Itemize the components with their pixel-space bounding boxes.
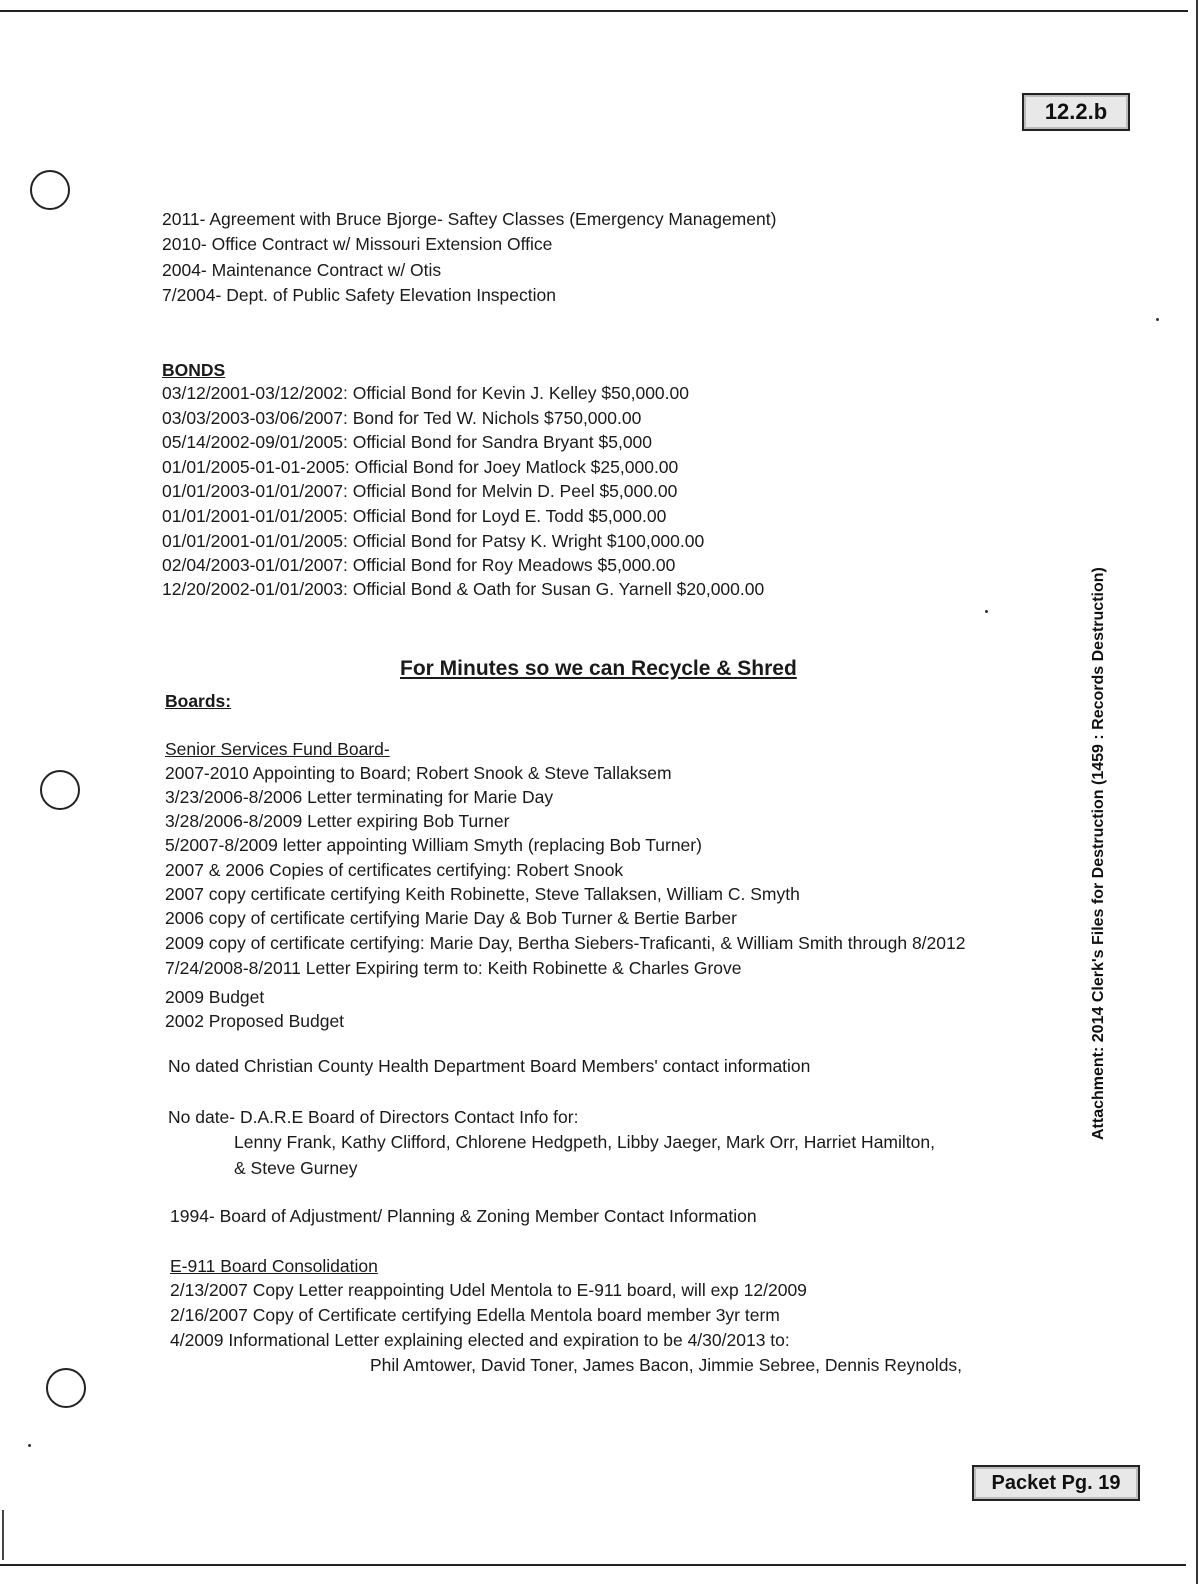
senior-item: 2002 Proposed Budget: [165, 1011, 345, 1031]
senior-item: 2006 copy of certificate certifying Marie Day & Bob Turner & Bertie Barber: [165, 908, 737, 928]
bottom-border-line: [0, 1564, 1186, 1566]
bond-item: 05/14/2002-09/01/2005: Official Bond for Sandra Bryant $5,000: [162, 432, 653, 452]
bond-item: 01/01/2005-01-01-2005: Official Bond for Joey Matlock $25,000.00: [162, 457, 679, 477]
senior-item: 7/24/2008-8/2011 Letter Expiring term to: Keith Robinette & Charles Grove: [165, 958, 742, 978]
dare-names: Lenny Frank, Kathy Clifford, Chlorene Hedgpeth, Libby Jaeger, Mark Orr, Harriet Hamilton,: [234, 1132, 935, 1152]
attachment-side-label: Attachment: 2014 Clerk's Files for Destruction (1459 : Records Destruction): [1090, 567, 1107, 1140]
bond-item: 01/01/2001-01/01/2005: Official Bond for Loyd E. Todd $5,000.00: [162, 506, 667, 526]
bond-item: 02/04/2003-01/01/2007: Official Bond for Roy Meadows $5,000.00: [162, 555, 676, 575]
bond-item: 01/01/2001-01/01/2005: Official Bond for Patsy K. Wright $100,000.00: [162, 531, 705, 551]
right-border-line: [1196, 0, 1198, 1584]
left-margin-mark: [2, 1510, 4, 1560]
contract-item: 2004- Maintenance Contract w/ Otis: [162, 260, 442, 280]
senior-item: 2007-2010 Appointing to Board; Robert Snook & Steve Tallaksem: [165, 763, 672, 783]
senior-item: 2009 copy of certificate certifying: Marie Day, Bertha Siebers-Traficanti, & William Smith through 8/2012: [165, 933, 966, 953]
health-dept-item: No dated Christian County Health Department Board Members' contact information: [168, 1056, 811, 1076]
e911-item: 2/13/2007 Copy Letter reappointing Udel Mentola to E-911 board, will exp 12/2009: [170, 1280, 807, 1300]
senior-item: 2007 & 2006 Copies of certificates certifying: Robert Snook: [165, 860, 624, 880]
bonds-heading: BONDS: [162, 360, 226, 380]
dare-item: No date- D.A.R.E Board of Directors Contact Info for:: [168, 1107, 579, 1127]
punch-hole-top: [30, 170, 70, 210]
contract-item: 2010- Office Contract w/ Missouri Extension Office: [162, 234, 553, 254]
zoning-item: 1994- Board of Adjustment/ Planning & Zoning Member Contact Information: [170, 1206, 757, 1226]
senior-item: 5/2007-8/2009 letter appointing William Smyth (replacing Bob Turner): [165, 835, 702, 855]
bond-item: 03/12/2001-03/12/2002: Official Bond for Kevin J. Kelley $50,000.00: [162, 383, 689, 403]
punch-hole-bottom: [46, 1368, 86, 1408]
scan-speck: [28, 1444, 31, 1447]
bond-item: 12/20/2002-01/01/2003: Official Bond & Oath for Susan G. Yarnell $20,000.00: [162, 579, 765, 599]
senior-item: 3/28/2006-8/2009 Letter expiring Bob Turner: [165, 811, 510, 831]
packet-page-stamp: Packet Pg. 19: [972, 1465, 1140, 1501]
contract-item: 7/2004- Dept. of Public Safety Elevation Inspection: [162, 285, 556, 305]
top-border-line: [0, 10, 1188, 12]
scan-speck: [1156, 318, 1159, 321]
e911-heading: E-911 Board Consolidation: [170, 1256, 378, 1276]
senior-services-heading: Senior Services Fund Board-: [165, 739, 390, 759]
e911-item: 2/16/2007 Copy of Certificate certifying Edella Mentola board member 3yr term: [170, 1305, 780, 1325]
e911-names: Phil Amtower, David Toner, James Bacon, Jimmie Sebree, Dennis Reynolds,: [370, 1355, 963, 1375]
boards-label: Boards:: [165, 691, 232, 711]
bond-item: 03/03/2003-03/06/2007: Bond for Ted W. Nichols $750,000.00: [162, 408, 642, 428]
e911-item: 4/2009 Informational Letter explaining elected and expiration to be 4/30/2013 to:: [170, 1330, 790, 1350]
bond-item: 01/01/2003-01/01/2007: Official Bond for Melvin D. Peel $5,000.00: [162, 481, 678, 501]
senior-item: 3/23/2006-8/2006 Letter terminating for Marie Day: [165, 787, 554, 807]
senior-item: 2007 copy certificate certifying Keith Robinette, Steve Tallaksen, William C. Smyth: [165, 884, 800, 904]
senior-item: 2009 Budget: [165, 987, 265, 1007]
punch-hole-middle: [40, 770, 80, 810]
page-code-stamp: 12.2.b: [1022, 93, 1130, 131]
contract-item: 2011- Agreement with Bruce Bjorge- Saftey Classes (Emergency Management): [162, 209, 777, 229]
dare-names: & Steve Gurney: [234, 1158, 358, 1178]
scan-speck: [985, 610, 988, 613]
section-title: For Minutes so we can Recycle & Shred: [400, 657, 797, 680]
